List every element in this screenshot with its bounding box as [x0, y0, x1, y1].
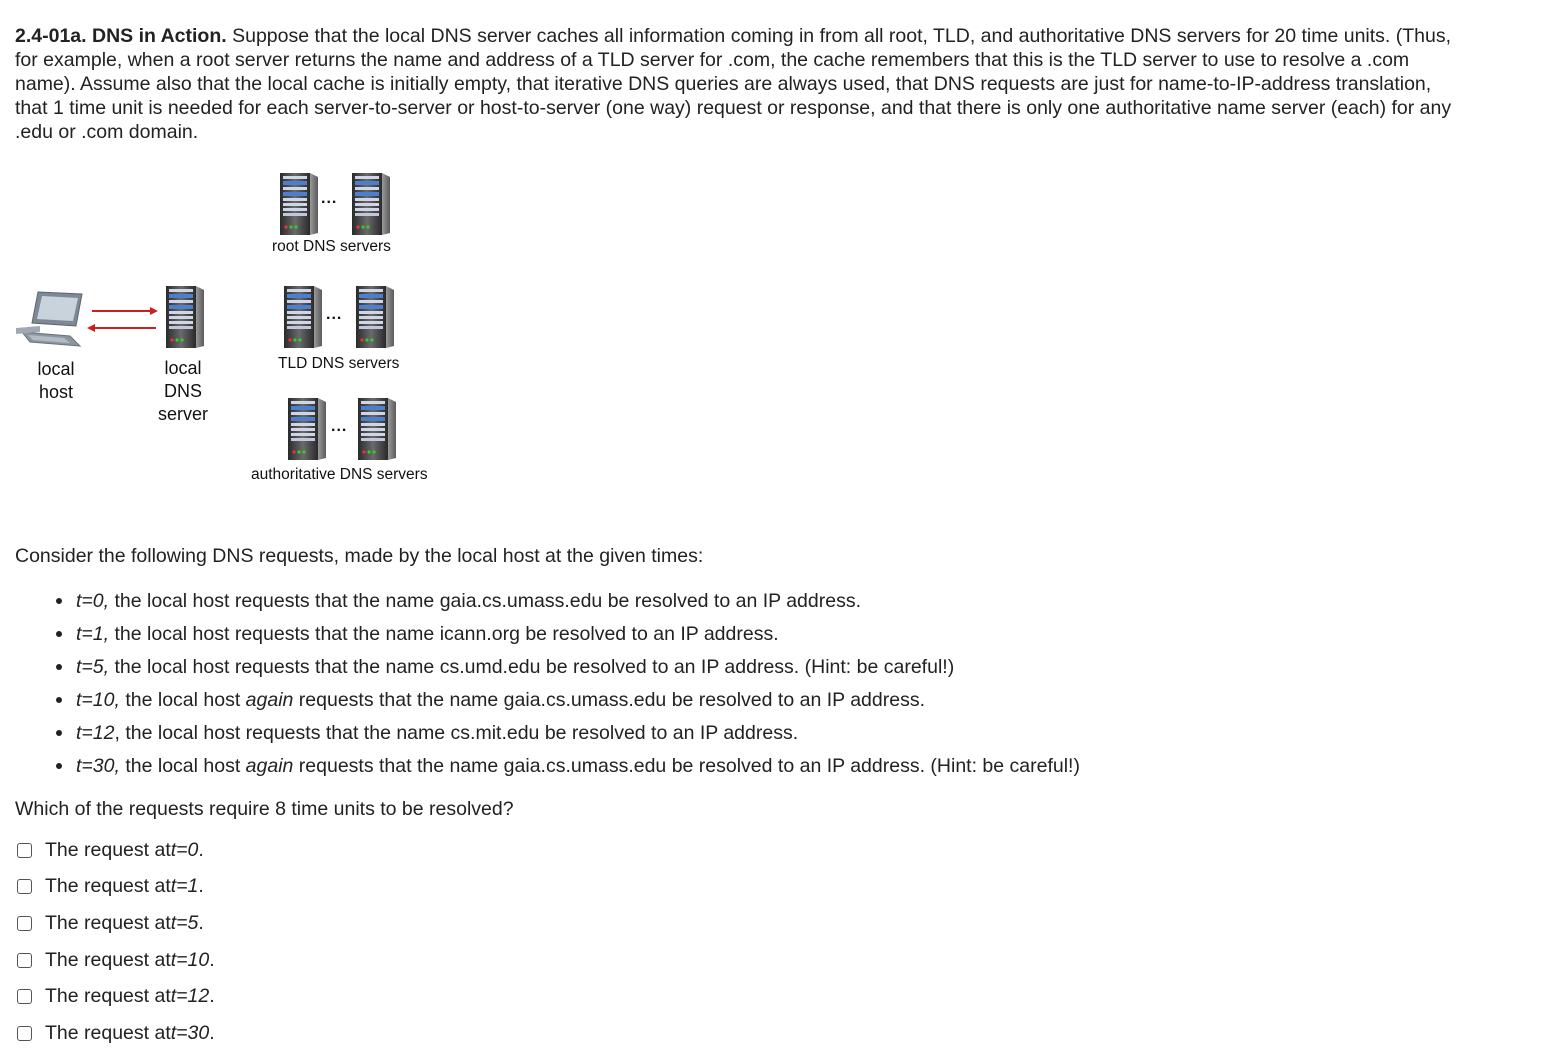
auth-servers-label: authoritative DNS servers — [251, 466, 428, 483]
request-emphasis: again — [245, 755, 294, 777]
list-item — [56, 622, 1080, 655]
option-t10[interactable] — [17, 942, 215, 979]
option-t0[interactable] — [17, 832, 215, 869]
request-time: t=5, — [76, 656, 110, 678]
request-text: the local host requests that the name gaia.cs.umass.edu be resolved to an IP address. — [109, 590, 861, 612]
local-host-line2: host — [38, 382, 74, 402]
option-time: t=30 — [170, 1021, 210, 1044]
option-suffix: . — [198, 875, 204, 898]
local-dns-server-icon — [166, 286, 204, 348]
request-emphasis: again — [245, 689, 294, 711]
option-time: t=10 — [170, 948, 210, 971]
query-arrows — [87, 307, 158, 332]
root-ellipsis: ... — [321, 190, 338, 207]
local-host-label — [26, 358, 86, 404]
option-suffix: . — [209, 1021, 215, 1044]
local-dns-line3: server — [157, 404, 208, 424]
request-pre: the local host — [119, 689, 246, 711]
option-prefix: The request at — [45, 911, 171, 934]
option-time: t=1 — [170, 875, 199, 898]
question-text — [15, 24, 1455, 144]
list-item — [56, 688, 1080, 721]
list-item — [56, 589, 1080, 622]
list-item — [56, 754, 1080, 787]
tld-server-icon-2 — [356, 286, 394, 348]
option-prefix: The request at — [45, 1021, 171, 1044]
root-servers-label: root DNS servers — [272, 238, 391, 255]
checkbox[interactable] — [17, 989, 32, 1004]
question-id: 2.4-01a. — [15, 25, 87, 47]
auth-server-icon-2 — [358, 398, 396, 460]
auth-ellipsis: ... — [331, 418, 348, 435]
request-text: , the local host requests that the name cs.mit.edu be resolved to an IP address. — [114, 722, 799, 744]
option-time: t=12 — [170, 985, 210, 1008]
question-title: DNS in Action. — [91, 25, 227, 47]
list-item — [56, 655, 1080, 688]
question-body: Suppose that the local DNS server caches all information coming in from all root, TLD, and authoritative DNS servers for 20 time units. (Thus, for example, when a root server returns the name and address of a TLD server for .com, the cache remembers that this is the TLD server to use to resolve a .com name). Assume also that the local cache is initially empty, that iterative DNS queries are always used, that DNS requests are just for name-to-IP-address translation, that 1 time unit is needed for each server-to-server or host-to-server (one way) request or response, and that there is only one authoritative name server (each) for any .edu or .com domain. — [15, 25, 1452, 143]
option-t5[interactable] — [17, 905, 215, 942]
auth-server-icon-1 — [288, 398, 326, 460]
option-suffix: . — [198, 911, 204, 934]
local-host-line1: local — [37, 359, 75, 379]
option-t12[interactable] — [17, 978, 215, 1015]
request-list — [56, 589, 1080, 787]
which-question: Which of the requests require 8 time units to be resolved? — [15, 798, 514, 820]
request-text: the local host requests that the name icann.org be resolved to an IP address. — [109, 623, 779, 645]
option-suffix: . — [209, 985, 215, 1008]
request-pre: the local host — [119, 755, 246, 777]
answer-options — [17, 832, 215, 1052]
option-t30[interactable] — [17, 1015, 215, 1052]
checkbox[interactable] — [17, 953, 32, 968]
request-time: t=12 — [76, 722, 115, 744]
tld-ellipsis: ... — [326, 306, 343, 323]
computer-icon — [16, 292, 82, 346]
option-prefix: The request at — [45, 985, 171, 1008]
request-text: requests that the name gaia.cs.umass.edu be resolved to an IP address. (Hint: be careful!) — [293, 755, 1080, 777]
request-time: t=10, — [76, 689, 120, 711]
root-server-icon-1 — [280, 173, 318, 235]
local-dns-line2: DNS — [163, 381, 202, 401]
option-time: t=5 — [170, 911, 199, 934]
diagram-graphics — [0, 160, 520, 500]
tld-server-icon-1 — [284, 286, 322, 348]
request-time: t=30, — [76, 755, 120, 777]
checkbox[interactable] — [17, 916, 32, 931]
consider-text: Consider the following DNS requests, made by the local host at the given times: — [15, 545, 704, 567]
request-time: t=0, — [76, 590, 110, 612]
option-prefix: The request at — [45, 948, 171, 971]
request-time: t=1, — [76, 623, 110, 645]
root-server-icon-2 — [352, 173, 390, 235]
list-item — [56, 721, 1080, 754]
local-dns-label — [148, 357, 218, 426]
tld-servers-label: TLD DNS servers — [278, 355, 400, 372]
request-text: requests that the name gaia.cs.umass.edu be resolved to an IP address. — [293, 689, 925, 711]
option-time: t=0 — [170, 838, 199, 861]
checkbox[interactable] — [17, 879, 32, 894]
dns-diagram — [0, 160, 520, 500]
option-t1[interactable] — [17, 869, 215, 906]
option-prefix: The request at — [45, 875, 171, 898]
local-dns-line1: local — [164, 358, 202, 378]
option-prefix: The request at — [45, 838, 171, 861]
option-suffix: . — [209, 948, 215, 971]
option-suffix: . — [198, 838, 204, 861]
request-text: the local host requests that the name cs.umd.edu be resolved to an IP address. (Hint: be careful!) — [109, 656, 955, 678]
checkbox[interactable] — [17, 843, 32, 858]
